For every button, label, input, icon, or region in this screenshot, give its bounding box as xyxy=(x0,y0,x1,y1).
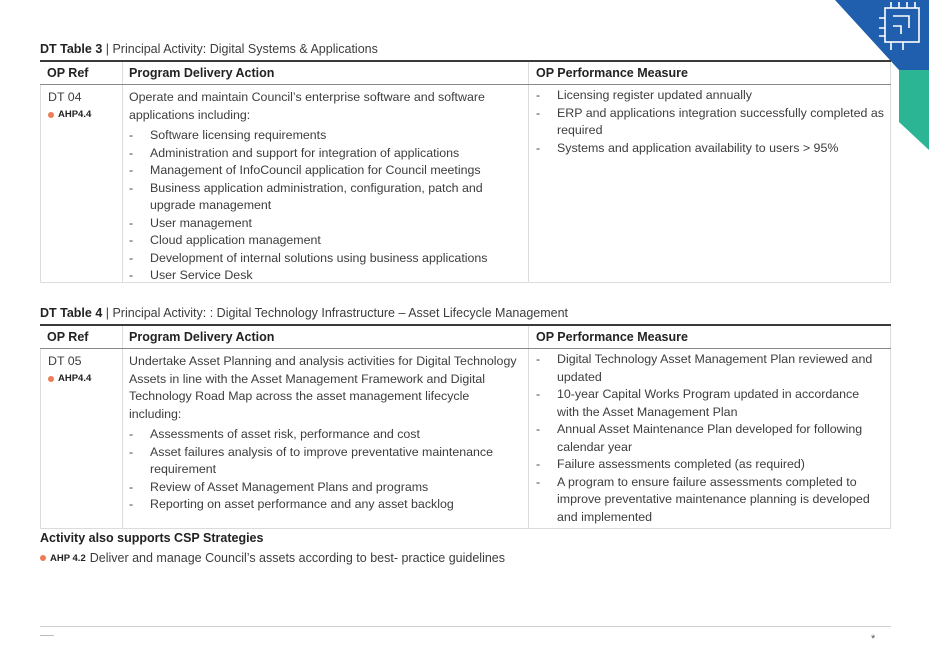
bullet-dot-icon xyxy=(40,555,46,561)
list-item: - Cloud application management xyxy=(129,233,321,247)
action-intro: Operate and maintain Council’s enterprise software and software applications including: xyxy=(129,90,485,122)
table-row xyxy=(40,349,891,529)
list-item: - A program to ensure failure assessments completed to improve preventative maintenance planning is developed and implemented xyxy=(536,474,870,524)
list-item: - Management of InfoCouncil application for Council meetings xyxy=(129,163,481,177)
list-item-text: User Service Desk xyxy=(150,268,253,282)
action-list xyxy=(129,426,520,514)
table3-caption-label: DT Table 3 xyxy=(40,42,103,56)
header-program-delivery-action: Program Delivery Action xyxy=(122,326,528,348)
list-item-text: Failure assessments completed (as required) xyxy=(557,457,805,471)
list-item: - Annual Asset Maintenance Plan developed for following calendar year xyxy=(536,422,863,454)
list-item: - Licensing register updated annually xyxy=(536,88,752,102)
list-item-text: Administration and support for integration of applications xyxy=(150,145,460,160)
footer-star-icon: * xyxy=(871,633,876,645)
op-performance-measure-cell xyxy=(528,349,891,528)
list-item: - 10-year Capital Works Program updated in accordance with the Asset Management Plan xyxy=(536,387,860,419)
list-item-text: Development of internal solutions using business applications xyxy=(150,250,488,265)
op-ref-cell xyxy=(40,349,122,528)
list-item: - ERP and applications integration successfully completed as required xyxy=(536,105,884,137)
table4-caption-text: | Principal Activity: : Digital Technology Infrastructure – Asset Lifecycle Management xyxy=(102,306,569,320)
list-item-text: Software licensing requirements xyxy=(150,128,327,142)
op-ref: DT 05 xyxy=(48,354,82,368)
list-item: - Digital Technology Asset Management Plan reviewed and updated xyxy=(536,352,873,384)
list-item-text: Asset failures analysis of to improve preventative maintenance requirement xyxy=(150,444,493,476)
list-item-text: Systems and application availability to users > 95% xyxy=(557,140,839,155)
footer-mark xyxy=(40,635,54,640)
list-item: - Administration and support for integration of applications xyxy=(129,145,460,160)
list-item-text: 10-year Capital Works Program updated in accordance with the Asset Management Plan xyxy=(557,387,860,419)
table3-header-row xyxy=(40,62,891,85)
table4-caption xyxy=(40,306,568,320)
list-item-text: Assessments of asset risk, performance and cost xyxy=(150,427,420,441)
action-intro: Undertake Asset Planning and analysis activities for Digital Technology Assets in line with the Asset Management Framework and Digital Technology Road Map across the asset management lifecycle including: xyxy=(129,354,517,421)
list-item: - Business application administration, configuration, patch and upgrade management xyxy=(129,180,483,212)
table4-caption-label: DT Table 4 xyxy=(40,306,103,320)
table-row xyxy=(40,85,891,283)
table3 xyxy=(40,60,891,283)
table3-caption xyxy=(40,42,378,56)
action-list xyxy=(129,127,520,285)
strategy-tag xyxy=(48,109,122,121)
op-ref-cell xyxy=(40,85,122,282)
program-delivery-action-cell xyxy=(122,85,528,282)
list-item: - Asset failures analysis of to improve preventative maintenance requirement xyxy=(129,444,493,476)
table3-caption-text: | Principal Activity: Digital Systems & Applications xyxy=(102,42,378,56)
bullet-dot-icon xyxy=(48,112,54,118)
strategy-tag-label: AHP4.4 xyxy=(58,372,92,384)
measure-list xyxy=(536,351,884,526)
list-item-text: A program to ensure failure assessments completed to improve preventative maintenance planning is developed and implemented xyxy=(557,474,870,524)
list-item-text: Business application administration, configuration, patch and upgrade management xyxy=(150,180,483,212)
list-item-text: Annual Asset Maintenance Plan developed for following calendar year xyxy=(557,422,863,454)
list-item-text: User management xyxy=(150,215,252,230)
list-item-text: Cloud application management xyxy=(150,233,321,247)
supports-text: Deliver and manage Council’s assets according to best- practice guidelines xyxy=(89,551,506,565)
header-op-ref: OP Ref xyxy=(47,330,89,344)
list-item-text: ERP and applications integration successfully completed as required xyxy=(557,105,884,137)
header-program-delivery-action: Program Delivery Action xyxy=(122,62,528,84)
list-item-text: Reporting on asset performance and any asset backlog xyxy=(150,497,454,511)
list-item: - Review of Asset Management Plans and programs xyxy=(129,479,429,494)
list-item: - Reporting on asset performance and any asset backlog xyxy=(129,497,454,511)
op-performance-measure-cell xyxy=(528,85,891,282)
list-item-text: Management of InfoCouncil application for Council meetings xyxy=(150,163,481,177)
header-op-performance-measure: OP Performance Measure xyxy=(528,62,891,84)
list-item: - User management xyxy=(129,215,252,230)
header-op-ref: OP Ref xyxy=(47,66,89,80)
list-item: - Failure assessments completed (as required) xyxy=(536,457,805,471)
supports-code: AHP 4.2 xyxy=(50,552,86,564)
list-item: - User Service Desk xyxy=(129,268,253,282)
measure-list xyxy=(536,87,884,157)
header-op-performance-measure: OP Performance Measure xyxy=(528,326,891,348)
list-item: - Development of internal solutions using business applications xyxy=(129,250,488,265)
list-item: - Assessments of asset risk, performance and cost xyxy=(129,427,420,441)
supports-item xyxy=(40,551,505,565)
table4-header-row xyxy=(40,326,891,349)
program-delivery-action-cell xyxy=(122,349,528,528)
list-item-text: Review of Asset Management Plans and programs xyxy=(150,479,429,494)
footer-divider xyxy=(40,626,891,627)
op-ref: DT 04 xyxy=(48,90,82,104)
list-item: - Software licensing requirements xyxy=(129,128,327,142)
list-item: - Systems and application availability to users > 95% xyxy=(536,140,839,155)
supports-title: Activity also supports CSP Strategies xyxy=(40,531,264,545)
strategy-tag-label: AHP4.4 xyxy=(58,108,92,120)
bullet-dot-icon xyxy=(48,376,54,382)
list-item-text: Digital Technology Asset Management Plan reviewed and updated xyxy=(557,352,873,384)
strategy-tag xyxy=(48,373,122,385)
table4 xyxy=(40,324,891,529)
list-item-text: Licensing register updated annually xyxy=(557,88,752,102)
